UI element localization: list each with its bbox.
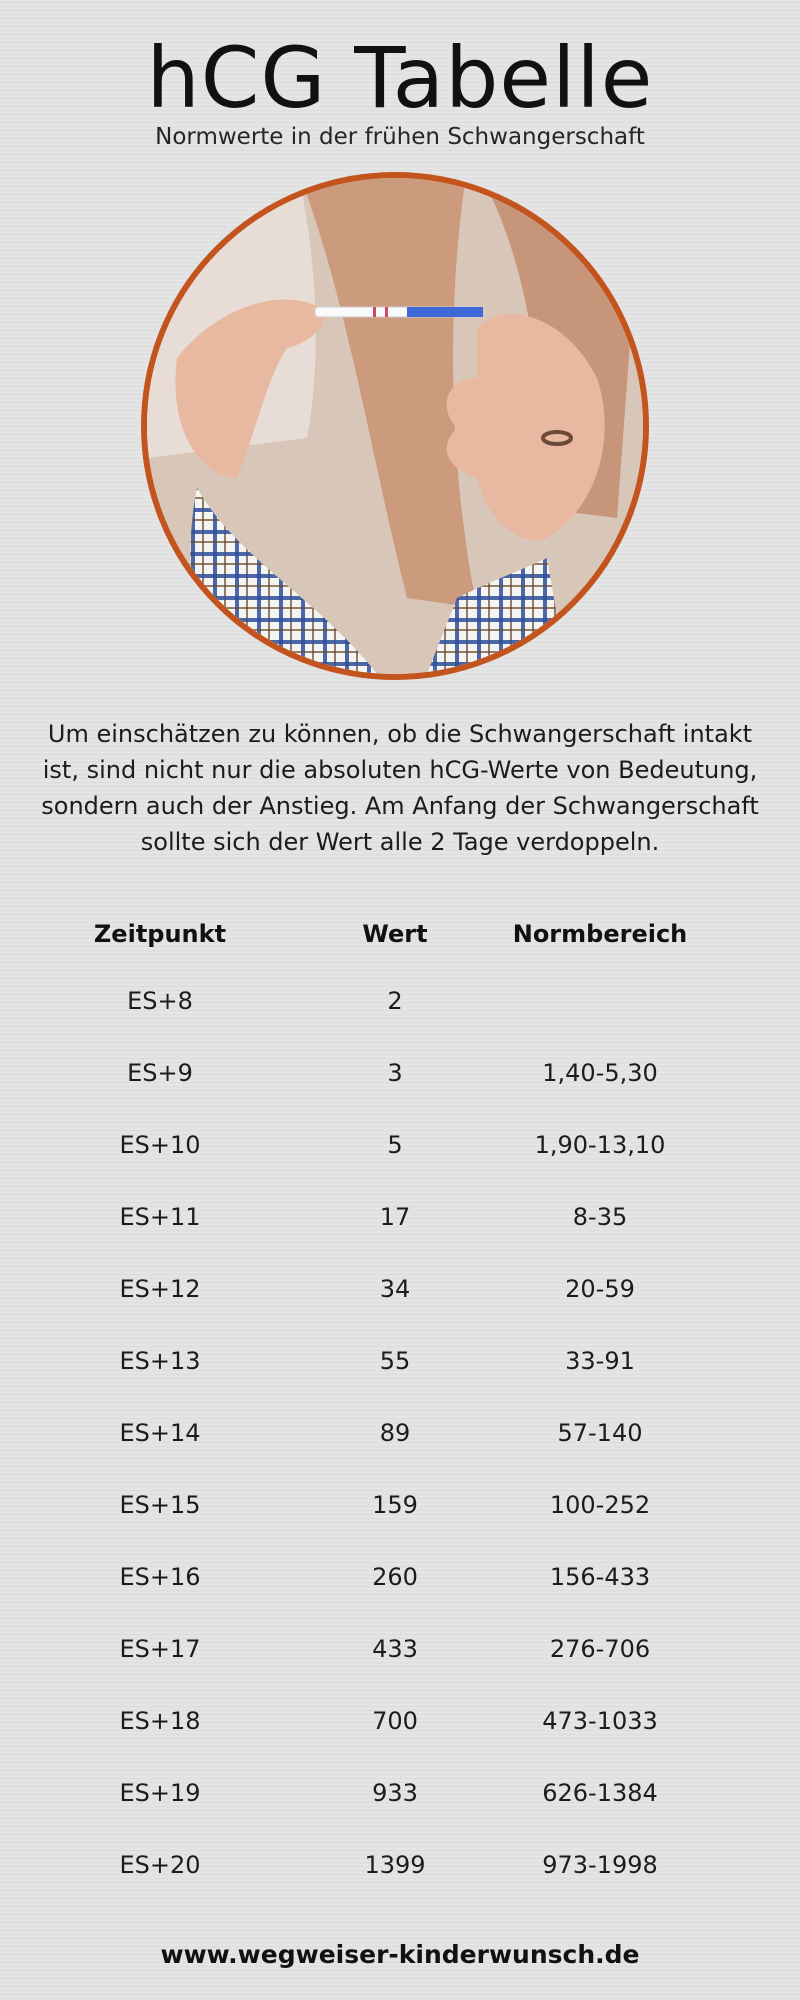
cell-zeitpunkt: ES+10 (119, 1131, 201, 1159)
cell-normbereich: 276-706 (549, 1635, 651, 1663)
table-row (0, 1703, 800, 1739)
table-row (0, 1343, 800, 1379)
cell-wert: 89 (379, 1419, 411, 1447)
cell-zeitpunkt: ES+11 (119, 1203, 201, 1231)
cell-zeitpunkt: ES+8 (127, 987, 193, 1015)
cell-normbereich: 1,90-13,10 (534, 1131, 666, 1159)
cell-wert: 55 (379, 1347, 411, 1375)
cell-zeitpunkt: ES+17 (119, 1635, 201, 1663)
intro-paragraph: Um einschätzen zu können, ob die Schwangerschaft intakt ist, sind nicht nur die absoluten hCG-Werte von Bedeutung, sondern auch der Anstieg. Am Anfang der Schwangerschaft sollte sich der Wert alle 2 Tage verdoppeln. (41, 720, 759, 856)
cell-zeitpunkt: ES+20 (119, 1851, 201, 1879)
cell-normbereich: 57-140 (557, 1419, 643, 1447)
table-row (0, 1271, 800, 1307)
pregnancy-test-photo (141, 172, 649, 680)
cell-zeitpunkt: ES+18 (119, 1707, 201, 1735)
cell-wert: 159 (372, 1491, 418, 1519)
cell-normbereich: 473-1033 (542, 1707, 658, 1735)
cell-zeitpunkt: ES+13 (119, 1347, 201, 1375)
cell-normbereich: 156-433 (549, 1563, 651, 1591)
cell-wert: 433 (372, 1635, 418, 1663)
table-row (0, 983, 800, 1019)
cell-normbereich: 20-59 (565, 1275, 635, 1303)
page-subtitle: Normwerte in der frühen Schwangerschaft (155, 124, 645, 150)
cell-wert: 5 (387, 1131, 403, 1159)
cell-wert: 34 (379, 1275, 411, 1303)
cell-normbereich: 1,40-5,30 (542, 1059, 658, 1087)
cell-zeitpunkt: ES+19 (119, 1779, 201, 1807)
cell-normbereich: 100-252 (549, 1491, 651, 1519)
table-row (0, 1127, 800, 1163)
column-header-normbereich: Normbereich (512, 920, 688, 948)
cell-wert: 2 (387, 987, 403, 1015)
cell-wert: 1399 (364, 1851, 426, 1879)
table-row (0, 1415, 800, 1451)
cell-zeitpunkt: ES+14 (119, 1419, 201, 1447)
table-row (0, 1199, 800, 1235)
cell-normbereich: 626-1384 (542, 1779, 658, 1807)
table-row (0, 1847, 800, 1883)
cell-wert: 17 (379, 1203, 411, 1231)
cell-wert: 700 (372, 1707, 418, 1735)
column-header-wert: Wert (362, 920, 428, 948)
table-row (0, 1631, 800, 1667)
cell-normbereich: 973-1998 (542, 1851, 658, 1879)
table-row (0, 1487, 800, 1523)
column-header-zeitpunkt: Zeitpunkt (93, 920, 227, 948)
cell-zeitpunkt: ES+9 (127, 1059, 193, 1087)
footer-url: www.wegweiser-kinderwunsch.de (160, 1940, 640, 1969)
cell-zeitpunkt: ES+15 (119, 1491, 201, 1519)
cell-zeitpunkt: ES+12 (119, 1275, 201, 1303)
cell-zeitpunkt: ES+16 (119, 1563, 201, 1591)
cell-wert: 933 (372, 1779, 418, 1807)
cell-normbereich: 33-91 (565, 1347, 635, 1375)
cell-wert: 3 (387, 1059, 403, 1087)
table-row (0, 1559, 800, 1595)
table-row (0, 1775, 800, 1811)
cell-normbereich: 8-35 (572, 1203, 628, 1231)
page-title: hCG Tabelle (146, 29, 654, 127)
cell-wert: 260 (372, 1563, 418, 1591)
table-row (0, 1055, 800, 1091)
